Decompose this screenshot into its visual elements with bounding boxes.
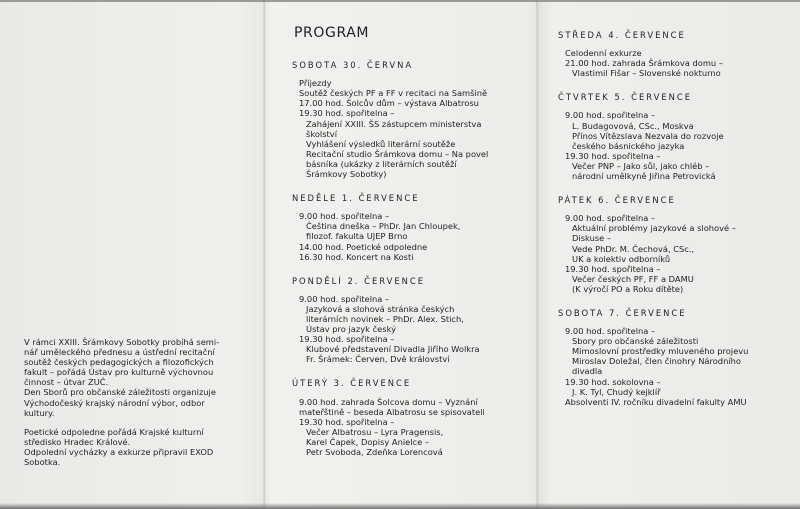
program-line: Fr. Šrámek: Červen, Dvě království bbox=[306, 354, 450, 365]
day-heading: SOBOTA 30. ČERVNA bbox=[292, 60, 414, 71]
organizers-note bbox=[24, 337, 244, 476]
program-line: Večer PNP – Jako sůl, jako chléb – bbox=[572, 160, 710, 171]
program-line: Celodenní exkurze bbox=[565, 48, 642, 59]
note-paragraph bbox=[24, 427, 244, 467]
day-block bbox=[292, 60, 527, 179]
program-line: Vlastimil Fišar – Slovenské nokturno bbox=[572, 68, 721, 79]
fold-line-right bbox=[536, 0, 539, 509]
program-line: 19.30 hod. spořitelna – bbox=[299, 416, 395, 427]
paper-bottom-shadow bbox=[0, 503, 800, 509]
program-line: 9.00 hod. spořitelna – bbox=[299, 211, 390, 222]
day-heading: NEDĚLE 1. ČERVENCE bbox=[292, 193, 420, 204]
program-line: Miroslav Doležal, člen činohry Národního bbox=[572, 356, 741, 367]
program-line: Karel Čapek, Dopisy Anielce – bbox=[306, 436, 429, 447]
program-line: 9.00 hod. spořitelna – bbox=[299, 293, 390, 304]
program-line: UK a kolektiv odborníků bbox=[572, 253, 671, 264]
day-heading: PONDĚLÍ 2. ČERVENCE bbox=[292, 275, 426, 286]
note-line: Odpolední vycházky a exkurze připravil EXOD bbox=[24, 446, 214, 457]
program-line: Přínos Vítězslava Nezvala do rozvoje bbox=[572, 130, 724, 141]
program-line: Šrámkovy Sobotky) bbox=[306, 169, 387, 180]
program-line: 16.30 hod. Koncert na Kosti bbox=[299, 251, 414, 262]
program-line: 17.00 hod. Šolcův dům – výstava Albatrosu bbox=[299, 98, 479, 109]
day-heading: ČTVRTEK 5. ČERVENCE bbox=[558, 92, 693, 103]
note-line: kultury. bbox=[24, 407, 55, 418]
program-line: mateřštině – beseda Albatrosu se spisovateli bbox=[299, 406, 485, 417]
day-heading: STŘEDA 4. ČERVENCE bbox=[558, 30, 686, 40]
note-line: fakult – pořádá Ústav pro kulturně výchovnou bbox=[24, 367, 214, 378]
note-line: V rámci XXIII. Šrámkovy Sobotky probíhá semi- bbox=[24, 337, 220, 347]
program-line: českého básnického jazyka bbox=[572, 140, 685, 151]
day-block bbox=[292, 193, 527, 262]
program-line: národní umělkyně Jiřina Petrovická bbox=[572, 171, 716, 182]
program-line: 19.30 hod. sokolovna – bbox=[565, 376, 661, 387]
program-line: 9.00 hod. spořitelna – bbox=[565, 110, 656, 121]
program-column-1 bbox=[292, 25, 527, 471]
day-block bbox=[558, 308, 790, 407]
program-line: L. Budagovová, CSc., Moskva bbox=[572, 120, 694, 131]
program-line: Ústav pro jazyk český bbox=[306, 324, 396, 335]
program-line: divadla bbox=[572, 366, 603, 377]
note-line: činnost – útvar ZUČ. bbox=[24, 377, 109, 388]
program-line: (K výročí PO a Roku dítěte) bbox=[572, 283, 684, 294]
day-heading: ÚTERÝ 3. ČERVENCE bbox=[292, 378, 412, 389]
note-line: nář uměleckého přednesu a ústřední recitační bbox=[24, 347, 215, 358]
program-line: 19.30 hod. spořitelna – bbox=[565, 263, 661, 274]
program-line: 9.00 hod. zahrada Šolcova domu – Vyznání bbox=[299, 396, 478, 407]
program-line: 21.00 hod. zahrada Šrámkova domu – bbox=[565, 58, 723, 69]
program-line: školství bbox=[306, 128, 338, 139]
program-line: Příjezdy bbox=[299, 78, 332, 89]
program-column-2 bbox=[558, 30, 790, 421]
program-line: J. K. Tyl, Chudý kejklíř bbox=[572, 386, 661, 397]
day-block bbox=[558, 92, 790, 181]
note-line: Den Sborů pro občanské záležitosti organizuje bbox=[24, 387, 216, 398]
program-line: Večer českých PF, FF a DAMU bbox=[572, 273, 694, 284]
program-line: Recitační studio Šrámkova domu – Na povel bbox=[306, 148, 489, 159]
program-line: Mimoslovní prostředky mluveného projevu bbox=[572, 346, 749, 357]
days-list-1 bbox=[292, 60, 527, 457]
program-line: Zahájení XXIII. ŠS zástupcem ministerstva bbox=[306, 118, 482, 129]
note-line: soutěž českých pedagogických a filozofických bbox=[24, 357, 214, 368]
program-line: 19.30 hod. spořitelna – bbox=[299, 108, 395, 119]
program-line: básníka (ukázky z literárních soutěží bbox=[306, 158, 457, 169]
program-title: PROGRAM bbox=[294, 25, 370, 41]
note-line: Východočeský krajský národní výbor, odbor bbox=[24, 397, 205, 408]
program-line: 19.30 hod. spořitelna – bbox=[565, 150, 661, 161]
note-paragraph bbox=[24, 337, 244, 418]
program-line: 14.00 hod. Poetické odpoledne bbox=[299, 241, 428, 252]
day-block bbox=[292, 276, 527, 365]
day-heading: SOBOTA 7. ČERVENCE bbox=[558, 307, 687, 318]
note-line: Poetické odpoledne pořádá Krajské kulturní bbox=[24, 426, 204, 437]
day-block bbox=[558, 195, 790, 294]
day-block bbox=[292, 378, 527, 457]
paper-top-edge bbox=[0, 0, 800, 2]
program-line: Klubové představení Divadla Jiřího Wolkra bbox=[306, 344, 480, 355]
program-line: filozof. fakulta UJEP Brno bbox=[306, 231, 408, 242]
program-line: 9.00 hod. spořitelna – bbox=[565, 213, 656, 224]
program-line: Jazyková a slohová stránka českých bbox=[306, 303, 455, 314]
program-line: Aktuální problémy jazykové a slohové – bbox=[572, 223, 736, 234]
program-line: 19.30 hod. spořitelna – bbox=[299, 334, 395, 345]
day-block bbox=[558, 30, 790, 78]
program-line: 9.00 hod. spořitelna – bbox=[565, 326, 656, 337]
program-line: Sbory pro občanské záležitosti bbox=[572, 336, 699, 347]
program-line: Vede PhDr. M. Čechová, CSc., bbox=[572, 243, 695, 254]
program-line: literárních novinek – PhDr. Alex. Stich, bbox=[306, 313, 464, 324]
note-line: Sobotka. bbox=[24, 457, 61, 468]
program-line: Diskuse – bbox=[572, 233, 612, 244]
program-line: Absolventi IV. ročníku divadelní fakulty AMU bbox=[565, 396, 747, 407]
fold-line-left bbox=[263, 0, 266, 509]
program-line: Vyhlášení výsledků literární soutěže bbox=[306, 138, 456, 149]
note-line: středisko Hradec Králové. bbox=[24, 436, 131, 447]
program-line: Soutěž českých PF a FF v recitaci na Samšině bbox=[299, 88, 488, 99]
program-line: Čeština dneška – PhDr. Jan Chloupek, bbox=[306, 221, 461, 232]
day-heading: PÁTEK 6. ČERVENCE bbox=[558, 195, 676, 206]
program-line: Petr Svoboda, Zdeňka Lorencová bbox=[306, 447, 443, 457]
program-line: Večer Albatrosu – Lyra Pragensis, bbox=[306, 426, 444, 437]
